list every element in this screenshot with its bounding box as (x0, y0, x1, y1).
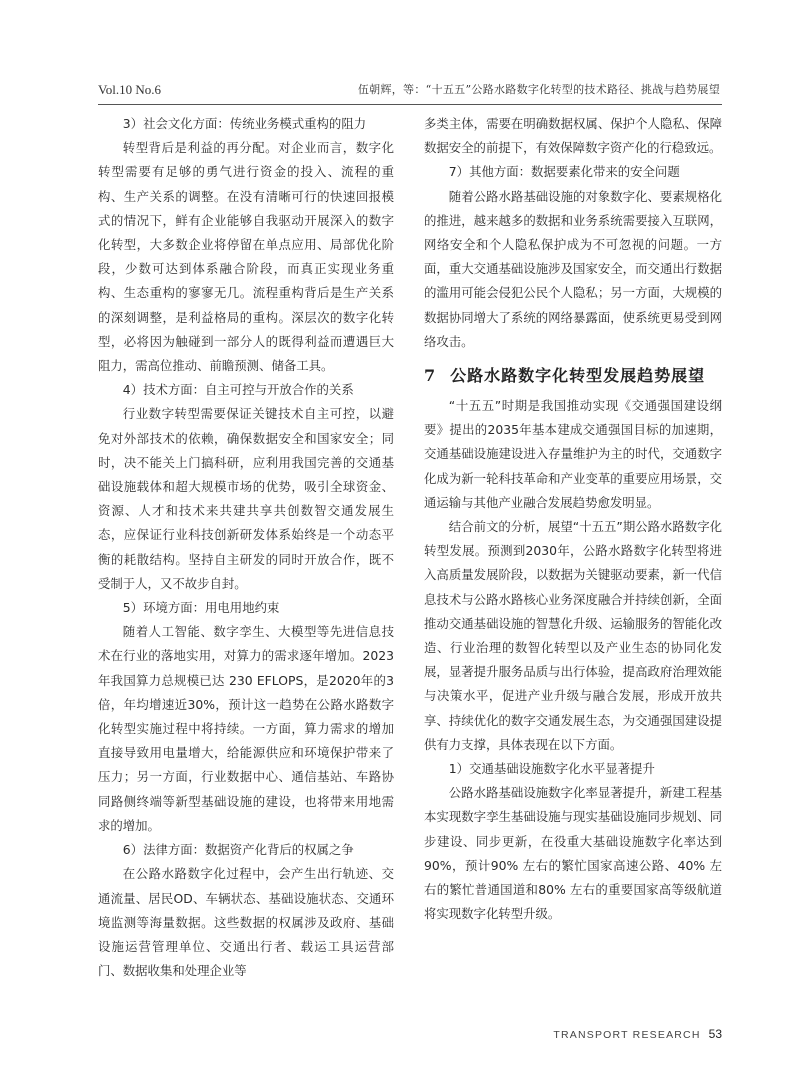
paragraph: 结合前文的分析，展望“十五五”期公路水路数字化转型发展。预测到2030年，公路水路数字化转型将进入高质量发展阶段，以数据为关键驱动要素，新一代信息技术与公路水路核心业务深度融合并持续创新，全面推动交通基础设施的智慧化升级、运输服务的智能化改造、行业治理的数智化转型以及产业生态的协同化发展，显著提升服务品质与出行体验，提高政府治理效能与决策水平，促进产业升级与融合发展，形成开放共享、持续优化的数字交通发展生态，为交通强国建设提供有力支撑，具体表现在以下方面。 (424, 519, 722, 752)
subheading: 3）社会文化方面：传统业务模式重构的阻力 (122, 116, 367, 131)
header-rule (98, 104, 722, 105)
paragraph-continued: 多类主体，需要在明确数据权属、保护个人隐私、保障数据安全的前提下，有效保障数字资产化的行稳致远。 (424, 116, 722, 156)
section-number: 7 (424, 366, 437, 386)
subheading: 4）技术方面：自主可控与开放合作的关系 (122, 382, 354, 398)
page-number: 53 (708, 1027, 722, 1041)
paragraph: 转型背后是利益的再分配。对企业而言，数字化转型需要有足够的勇气进行资金的投入、流程的重构、生产关系的调整。在没有清晰可行的快速回报模式的情况下，鲜有企业能够自我驱动开展深入的数字化转型，大多数企业将停留在单点应用、局部优化阶段，少数可达到体系融合阶段，而真正实现业务重构、生态重构的寥寥无几。流程重构背后是生产关系的深刻调整，是利益格局的重构。深层次的数字化转型，必将因为触碰到一部分人的既得利益而遭遇巨大阻力，需高位推动、前瞻预测、储备工具。 (98, 140, 394, 374)
running-title: 伍朝辉，等：“十五五”公路水路数字化转型的技术路径、挑战与趋势展望 (357, 83, 720, 96)
volume-label: Vol.10 No.6 (98, 82, 161, 97)
paragraph: 在公路水路数字化过程中，会产生出行轨迹、交通流量、居民OD、车辆状态、基础设施状态、交通环境监测等海量数据。这些数据的权属涉及政府、基础设施运营管理单位、交通出行者、载运工具运营部门、数据收集和处理企业等 (98, 866, 394, 979)
subheading: 7）其他方面：数据要素化带来的安全问题 (448, 164, 680, 180)
paragraph: “十五五”时期是我国推动实现《交通强国建设纲要》提出的2035年基本建成交通强国目标的加速期，交通基础设施建设进入存量维护为主的时代，交通数字化成为新一轮科技革命和产业变革的重要应用场景，交通运输与其他产业融合发展趋势愈发明显。 (424, 398, 722, 510)
paragraph: 行业数字转型需要保证关键技术自主可控，以避免对外部技术的依赖，确保数据安全和国家安全；同时，决不能关上门搞科研，应利用我国完善的交通基础设施载体和超大规模市场的优势，吸引全球资金、资源、人才和技术来共建共享共创数智交通发展生态，应保证行业科技创新研发体系始终是一个动态平衡的耗散结构。坚持自主研发的同时开放合作，既不受制于人，又不故步自封。 (98, 406, 394, 591)
section-heading (424, 363, 722, 388)
subheading: 5）环境方面：用电用地约束 (122, 600, 280, 616)
subheading: 6）法律方面：数据资产化背后的权属之争 (122, 842, 354, 858)
left-column (98, 112, 394, 983)
right-column (424, 112, 722, 927)
journal-name: TRANSPORT RESEARCH (553, 1029, 701, 1041)
paragraph: 随着人工智能、数字孪生、大模型等先进信息技术在行业的落地实用，对算力的需求逐年增加。2023 年我国算力总规模已达 230 EFLOPS，是2020年的3倍，年均增速近30%，预计这一趋势在公路水路数字化转型实施过程中将持续。一方面，算力需求的增加直接导致用电量增大，给能源供应和环境保护带来了压力；另一方面，行业数据中心、通信基站、车路协同路侧终端等新型基础设施的建设，也将带来用地需求的增加。 (98, 624, 394, 833)
page-footer (530, 1023, 722, 1039)
section-title: 公路水路数字化转型发展趋势展望 (450, 366, 706, 386)
running-header (98, 78, 720, 100)
paragraph: 随着公路水路基础设施的对象数字化、要素规格化的推进，越来越多的数据和业务系统需要接入互联网，网络安全和个人隐私保护成为不可忽视的问题。一方面，重大交通基础设施涉及国家安全，而交通出行数据的滥用可能会侵犯公民个人隐私；另一方面，大规模的数据协同增大了系统的网络暴露面，使系统更易受到网络攻击。 (424, 188, 722, 349)
subheading: 1）交通基础设施数字化水平显著提升 (448, 761, 655, 777)
paragraph: 公路水路基础设施数字化率显著提升，新建工程基本实现数字孪生基础设施与现实基础设施同步规划、同步建设、同步更新，在役重大基础设施数字化率达到90%，预计90% 左右的繁忙国家高速公路、40% 左右的繁忙普通国道和80% 左右的重要国家高等级航道将实现数字化转型升级。 (424, 785, 722, 922)
